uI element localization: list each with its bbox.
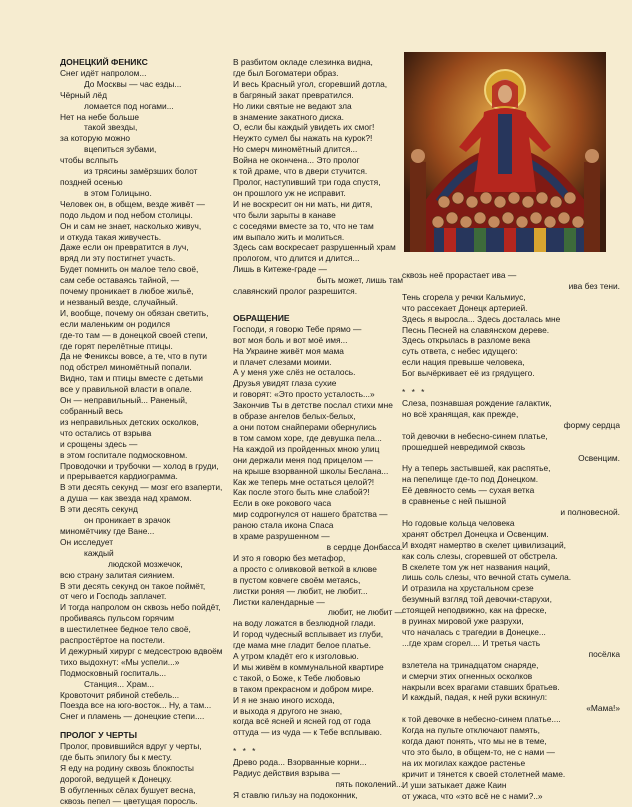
text-line: прошедшей невредимой сквозь bbox=[402, 441, 526, 452]
text-line: сам себе оставаясь тайной, — bbox=[60, 275, 180, 286]
text-line: сквозь пепел — цветущая поросль. bbox=[60, 795, 198, 806]
text-line: И это я говорю без метафор, bbox=[233, 552, 346, 563]
text-line: Лишь в Китеже-граде — bbox=[233, 264, 327, 275]
text-line: Поезда все на юго-восток... Ну, а там... bbox=[60, 700, 212, 711]
text-line bbox=[233, 738, 403, 746]
text-line: Человек он, в общем, везде живёт — bbox=[60, 198, 205, 209]
text-line: И тогда напролом он сквозь небо пойдёт, bbox=[60, 602, 221, 613]
text-line bbox=[402, 379, 620, 387]
text-line: прологом, что длится и длится... bbox=[233, 253, 360, 264]
text-line: О, если бы каждый увидеть их смог! bbox=[233, 122, 375, 133]
icon-image bbox=[404, 52, 606, 252]
text-line: безумный взгляд той девочки-старухи, bbox=[402, 594, 552, 605]
text-line: он проникает в зрачок bbox=[84, 515, 171, 526]
text-line bbox=[60, 722, 230, 730]
text-line: быть может, лишь там bbox=[316, 275, 403, 286]
text-line: Я ставлю гильзу на подоконник, bbox=[233, 789, 358, 800]
text-line: И отразила на хрустальном срезе bbox=[402, 583, 534, 594]
text-line: Неужто сумел бы нажать на курок?! bbox=[233, 133, 373, 144]
text-line: Но смерч миномётный длится... bbox=[233, 144, 358, 155]
text-line: миномётчику где Ване... bbox=[60, 525, 155, 536]
text-line: И мы живём в коммунальной квартире bbox=[233, 661, 384, 672]
text-line: и смерчи этих огненных осколков bbox=[402, 670, 533, 681]
text-line: такой звезды, bbox=[84, 122, 138, 133]
column-2 bbox=[233, 57, 403, 801]
text-line: И, вообще, почему он обязан светить, bbox=[60, 307, 209, 318]
text-line: из неправильных детских осколков, bbox=[60, 416, 199, 427]
column-1 bbox=[60, 57, 230, 807]
text-line: форму сердца bbox=[563, 419, 620, 430]
text-line: посёлка bbox=[588, 648, 620, 659]
text-line: что были зарыты в канаве bbox=[233, 209, 336, 220]
text-line: а душа — как звезда над храмом. bbox=[60, 493, 192, 504]
text-line: Он и сам не знает, насколько живуч, bbox=[60, 220, 202, 231]
text-line: сквозь неё прорастает ива — bbox=[402, 270, 517, 280]
text-line: ломается под ногами... bbox=[84, 100, 174, 111]
text-line: листки роняя — любит, не любит... bbox=[233, 585, 368, 596]
text-line: Как после этого быть мне слабой?! bbox=[233, 487, 370, 498]
text-line: кричит и тянется к своей столетней маме. bbox=[402, 768, 566, 779]
text-line: А утром кладёт его к изголовью. bbox=[233, 651, 359, 662]
text-line: что остались от взрыва bbox=[60, 427, 152, 438]
text-line: И не воскресит он ни мать, ни дитя, bbox=[233, 198, 373, 209]
text-line: Радиус действия взрыва — bbox=[233, 768, 340, 779]
text-line: в храме разрушенном — bbox=[233, 531, 330, 542]
text-line: взлетела на тринадцатом снаряде, bbox=[402, 659, 539, 670]
text-line: от ужаса, что «это всё не с нами?..» bbox=[402, 790, 543, 801]
text-line: До Москвы — час езды... bbox=[84, 78, 182, 89]
text-line: Когда на пульте отключают память, bbox=[402, 725, 540, 736]
text-line: пять поколений... bbox=[335, 779, 403, 789]
text-line: хранят обстрел Донецка и Освенцим. bbox=[402, 528, 549, 539]
text-line: * * * bbox=[233, 746, 258, 757]
text-line: и говорят: «Это просто усталость...» bbox=[233, 389, 375, 400]
text-line: в знамение закатного диска. bbox=[233, 111, 344, 122]
text-line: И дежурный хирург с медсестрою вдвоём bbox=[60, 645, 223, 656]
text-line: суть ответа, с небес идущего: bbox=[402, 346, 518, 357]
text-line: в этом госпитале подмосковном. bbox=[60, 449, 188, 460]
text-line: в образе ангелов белых-белых, bbox=[233, 411, 356, 422]
text-line: на пепелище где-то под Донецком. bbox=[402, 474, 539, 485]
text-line: с такой, о Боже, к Тебе любовью bbox=[233, 672, 361, 683]
text-line: на воду ложатся в безлюдной глади. bbox=[233, 618, 376, 629]
text-line: Как же теперь мне остаться целой?! bbox=[233, 476, 375, 487]
text-line: когда дают понять, что мы не в теме, bbox=[402, 736, 547, 747]
text-line: Освенцим. bbox=[578, 452, 620, 463]
text-line: а просто с оливковой веткой в клюве bbox=[233, 563, 377, 574]
text-line: все у правильной власти в опале. bbox=[60, 384, 192, 395]
text-line: на их могилах каждое растенье bbox=[402, 757, 526, 768]
text-line: что рассекает Донецк артерией. bbox=[402, 302, 528, 313]
text-line: Даже если он превратится в луч, bbox=[60, 242, 189, 253]
text-line: подо льдом и под небом столицы. bbox=[60, 209, 193, 220]
text-line: чтобы вслпыть bbox=[60, 155, 119, 166]
text-line: Он исследует bbox=[60, 536, 114, 547]
text-line: в шестилетнее бедное тело своё, bbox=[60, 624, 191, 635]
text-line: И я не знаю иного исхода, bbox=[233, 694, 335, 705]
text-line: вот моя боль и вот моё имя... bbox=[233, 334, 348, 345]
column-3 bbox=[402, 270, 620, 802]
text-line: Песнь Песней на славянском дереве. bbox=[402, 324, 550, 335]
text-line: * * * bbox=[402, 387, 427, 398]
text-line: Кровоточит рябиной стебель... bbox=[60, 689, 180, 700]
text-line: Закончив Ты в детстве послал стихи мне bbox=[233, 400, 393, 411]
text-line: Он — неправильный... Раненый, bbox=[60, 395, 188, 406]
text-line: И каждый, падая, к ней руки вскинул: bbox=[402, 692, 548, 703]
text-line: им выпало жить и молиться. bbox=[233, 231, 345, 242]
text-line: но всё хранящая, как прежде, bbox=[402, 408, 519, 419]
text-line: к той девочке в небесно-синем платье.... bbox=[402, 714, 561, 725]
text-line: И город чудесный всплывает из глуби, bbox=[233, 629, 384, 640]
text-line: В эти десять секунд — мозг его взаперти, bbox=[60, 482, 223, 493]
text-line: Но годовые кольца человека bbox=[402, 517, 515, 528]
text-line: под обстрел миномётный попали. bbox=[60, 362, 192, 373]
text-line: он прошлого уж не исправит. bbox=[233, 187, 346, 198]
text-line: Господи, я говорю Тебе прямо — bbox=[233, 323, 362, 334]
text-line: Видно, там и птицы вместе с детьми bbox=[60, 373, 203, 384]
text-line: Здесь открылась в разломе века bbox=[402, 335, 531, 346]
text-line: поздней осенью bbox=[60, 176, 123, 187]
text-line: стоящей неподвижно, как на фреске, bbox=[402, 605, 547, 616]
text-line: Снег и пламень — донецкие степи.... bbox=[60, 711, 205, 722]
text-line: если маленьким он родился bbox=[60, 318, 171, 329]
text-line: Пролог, провившийся вдруг у черты, bbox=[60, 741, 202, 752]
text-line: накрыли всех врагами ставших братьев. bbox=[402, 681, 560, 692]
text-line: каждый bbox=[84, 547, 114, 558]
text-line bbox=[233, 297, 403, 305]
text-line: в сердце Донбасса. bbox=[326, 541, 403, 552]
text-line: за которую можно bbox=[60, 133, 131, 144]
text-line: к той драме, что в двери стучится. bbox=[233, 166, 368, 177]
text-line: где горят перелётные птицы. bbox=[60, 340, 173, 351]
text-line: а они потом снайперами обернулись bbox=[233, 422, 377, 432]
text-line: Слеза, познавшая рождение галактик, bbox=[402, 397, 552, 408]
text-line: Проводочки и трубочки — холод в груди, bbox=[60, 460, 219, 471]
text-line: И входят намертво в скелет цивилизаций, bbox=[402, 539, 566, 550]
text-line: в пустом ковчеге своём метаясь, bbox=[233, 574, 361, 585]
text-line: на крыше взорванной школы Беслана... bbox=[233, 465, 389, 476]
text-line: собранный весь bbox=[60, 406, 123, 416]
text-line: с соседями вместе за то, что не там bbox=[233, 220, 374, 231]
text-line: любит, не любит — bbox=[328, 607, 403, 618]
text-line: тихо выдохнут: «Мы успели...» bbox=[60, 656, 180, 667]
text-line bbox=[233, 305, 403, 313]
text-line: в багряный закат превратился. bbox=[233, 89, 354, 100]
text-line: и откуда такая живучесть. bbox=[60, 231, 162, 242]
text-line: ...где храм сгорел.... И третья часть bbox=[402, 637, 541, 648]
text-line: в этом Голицыно. bbox=[84, 187, 152, 198]
text-line: в руинах мировой уже разрухи, bbox=[402, 616, 524, 627]
text-line: дорогой, ведущей к Донецку. bbox=[60, 773, 173, 784]
text-line: и незваный везде, случайный. bbox=[60, 296, 178, 307]
text-line: и плачет слезами моими. bbox=[233, 356, 332, 367]
text-line: славянский пролог разрешится. bbox=[233, 286, 358, 297]
text-line: и полновесной. bbox=[560, 507, 620, 518]
text-line: в таком прекрасном и добром мире. bbox=[233, 683, 374, 694]
text-line: Бог вычёркивает её из грядущего. bbox=[402, 368, 535, 379]
text-line: На Украине живёт моя мама bbox=[233, 345, 344, 356]
text-line: от чего и Господь заплачет. bbox=[60, 591, 167, 602]
text-line: из трясины замёрзших болот bbox=[84, 166, 198, 177]
text-line: когда всё ясней и ясней год от года bbox=[233, 716, 371, 727]
text-line: в сравненье с ней пышной bbox=[402, 496, 507, 507]
text-line: где быть эпилогу бы к месту. bbox=[60, 752, 172, 763]
text-line: Пролог, наступивший три года спустя, bbox=[233, 176, 381, 187]
text-line: всю страну залитая сиянием. bbox=[60, 569, 175, 580]
text-line: Тень сгорела у речки Кальмиус, bbox=[402, 291, 526, 302]
text-line: И уши затыкает даже Каин bbox=[402, 779, 507, 790]
text-line: если нация превыше человека, bbox=[402, 357, 525, 368]
text-line: На каждой из пройденных мною улиц bbox=[233, 443, 380, 454]
text-line: Если в оке рокового часа bbox=[233, 498, 332, 509]
text-line: Здесь сам воскресает разрушенный храм bbox=[233, 242, 396, 253]
text-line: Будет помнить он малое тело своё, bbox=[60, 264, 199, 275]
text-line: Да не Фениксы вовсе, а те, что в пути bbox=[60, 351, 207, 362]
text-line: В эти десять секунд он такое поймёт, bbox=[60, 580, 206, 591]
text-line: В скелете том уж нет названия наций, bbox=[402, 561, 551, 572]
text-line: Листки календарные — bbox=[233, 596, 325, 607]
text-line: Но лики святые не ведают зла bbox=[233, 100, 352, 111]
text-line: Подмосковный госпиталь... bbox=[60, 667, 167, 678]
text-line: и выхода я другого не знаю, bbox=[233, 705, 343, 716]
text-line: где-то там — в донецкой своей степи, bbox=[60, 329, 208, 340]
text-line: они держали меня под прицелом — bbox=[233, 454, 373, 465]
text-line: Друзья увидят глаза сухие bbox=[233, 378, 337, 389]
poem-title: ПРОЛОГ У ЧЕРТЫ bbox=[60, 730, 138, 741]
text-line: «Мама!» bbox=[586, 703, 620, 714]
text-line: в том самом хоре, где девушка пела... bbox=[233, 432, 382, 443]
text-line: Снег идёт напролом... bbox=[60, 67, 147, 78]
text-line: и прерывается кардиограмма. bbox=[60, 471, 178, 482]
text-line: ива без тени. bbox=[568, 280, 620, 291]
text-line: как соль слезы, сгоревшей от обстрела. bbox=[402, 550, 558, 561]
text-line: лишь соль слезы, что вечной стать сумела. bbox=[402, 572, 572, 583]
text-line: Чёрный лёд bbox=[60, 89, 107, 100]
text-line: распростёртое на постели. bbox=[60, 635, 165, 646]
text-line: В обугленных сёлах бушует весна, bbox=[60, 784, 196, 795]
text-line: что началась с трагедии в Донецке... bbox=[402, 627, 546, 637]
text-line: В эти десять секунд bbox=[60, 504, 138, 515]
text-line: вряд ли эту постигнет участь. bbox=[60, 253, 176, 264]
text-line: Ну а теперь застывшей, как распятье, bbox=[402, 463, 551, 474]
text-line: людской мозжечок, bbox=[108, 558, 183, 569]
poem-title: ОБРАЩЕНИЕ bbox=[233, 312, 290, 323]
text-line: Её девяносто семь — сухая ветка bbox=[402, 485, 535, 496]
text-line: В разбитом окладе слезинка видна, bbox=[233, 57, 373, 67]
text-line: Древо рода... Взорванные корни... bbox=[233, 757, 367, 768]
text-line: Нет на небе больше bbox=[60, 111, 139, 122]
text-line: А у меня уже слёз не осталось. bbox=[233, 367, 356, 378]
text-line: оттуда — из чуда — к Тебе всплываю. bbox=[233, 727, 382, 738]
text-line: той девочки в небесно-синем платье, bbox=[402, 430, 548, 441]
text-line: где был Богоматери образ. bbox=[233, 67, 339, 78]
text-line: Война не окончена... Это пролог bbox=[233, 155, 360, 166]
text-line: Я еду на родину сквозь блокпосты bbox=[60, 763, 194, 773]
text-line: где мама мне гладит белое платье. bbox=[233, 640, 372, 651]
text-line: Здесь я выросла... Здесь досталась мне bbox=[402, 313, 561, 324]
text-line: и срощены здесь — bbox=[60, 438, 138, 449]
text-line: И весь Красный угол, сгоревший дотла, bbox=[233, 78, 388, 89]
icon-pokrov-virgin-with-people bbox=[404, 52, 606, 252]
poem-title: ДОНЕЦКИЙ ФЕНИКС bbox=[60, 57, 148, 67]
text-line: Станция... Храм... bbox=[84, 678, 155, 689]
text-line: вцепиться зубами, bbox=[84, 144, 157, 155]
text-line: пробиваясь пульсом горячим bbox=[60, 613, 174, 624]
text-line: мир содрогнулся от нашего братства — bbox=[233, 509, 388, 520]
text-line: почему проникает в любое жильё, bbox=[60, 286, 194, 297]
text-line: раною стала икона Спаса bbox=[233, 520, 334, 531]
text-line: что это было, в общем-то, не с нами — bbox=[402, 746, 555, 757]
